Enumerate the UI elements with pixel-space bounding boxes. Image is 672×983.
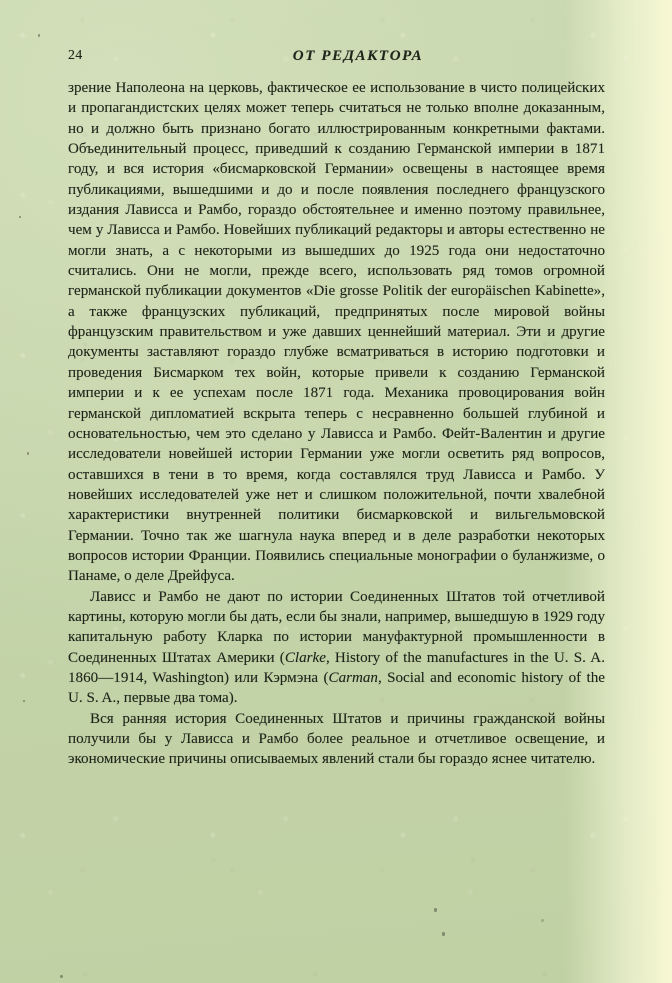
scan-speck bbox=[60, 975, 63, 978]
scan-speck bbox=[541, 919, 544, 922]
text-run: », а также французских публикаций, предпринятых после мировой войны французским правительством и уже давших ценнейший материал. Эти и другие документы заставляют гораздо глубже всматриваться в историю подготовки и проведения Бисмарком тех войн, которые привели к созданию Германской империи и к ее успехам после 1871 года. Механика провоцирования войн германской дипломатией вскрыта теперь с несравненно большей глубиной и основательностью, чем это сделано у Лависса и Рамбо. Фейт-Валентин и другие исследователи новейшей истории Германии уже могли осветить ряд вопросов, оставшихся в тени в то время, когда составлялся труд Лависса и Рамбо. У новейших исследователей уже нет и слишком положительной, почти хвалебной характеристики внутренней политики бисмарковской и вильгельмовской Германии. Точно так же шагнула наука вперед и в деле разработки некоторых вопросов истории Франции. Появились специальные монографии о буланжизме, о Панаме, о деле Дрейфуса. bbox=[68, 283, 605, 585]
text-run: Лависс и Рамбо не дают по истории Соединенных Штатов той отчетливой картины, которую могли бы дать, если бы знали, например, вышедшую в 1929 году капитальную работу Кларка по истории мануфактурной промышленности в Соединенных Штатах Америки ( bbox=[68, 588, 605, 666]
scan-speck bbox=[19, 216, 21, 218]
running-head-title: ОТ РЕДАКТОРА bbox=[292, 48, 424, 64]
text-run: Die grosse Politik der europäischen Kabinette bbox=[313, 283, 594, 300]
scan-speck bbox=[23, 700, 25, 702]
text-run: , History of the manufactures in the U. S. A. 1860—1914, Washington) или Кэрмэна ( bbox=[68, 649, 605, 686]
scan-speck bbox=[38, 34, 40, 37]
running-head bbox=[68, 48, 604, 68]
scan-speck bbox=[442, 932, 445, 936]
scan-speck bbox=[27, 452, 29, 455]
text-run: , Social and economic history of the U. S. A., первые два тома). bbox=[68, 669, 605, 707]
text-run: зрение Наполеона на церковь, фактическое ее использование в чисто полицейских и пропагандистских целях может теперь считаться не только вполне доказанным, но и должно быть признано богато иллюстрированным конкретными фактами. Объединительный процесс, приведший к созданию Германской империи в 1871 году, и вся история «бисмарковской Германии» освещены в настоящее время публикациями, вышедшими и до и после появления последнего французского издания Лависса и Рамбо, гораздо обстоятельнее и именно поэтому правильнее, чем у Лависса и Рамбо. Новейших публикаций редакторы и авторы естественно не могли знать, а с некоторыми из вышедших до 1925 года они недостаточно считались. Они не могли, прежде всего, использовать ряд томов огромной германской публикации документов « bbox=[68, 80, 605, 300]
scan-speck bbox=[434, 908, 437, 912]
italic-text-run: Clarke bbox=[284, 649, 326, 666]
text-run: Вся ранняя история Соединенных Штатов и причины гражданской войны получили бы у Лависса и Рамбо более реальное и отчетливое освещение, и экономические причины описываемых явлений стали бы гораздо яснее читателю. bbox=[68, 710, 605, 768]
paragraph bbox=[68, 709, 605, 770]
page-number: 24 bbox=[68, 48, 83, 63]
italic-text-run: Carman bbox=[328, 669, 378, 686]
paragraph bbox=[68, 587, 605, 709]
body-text-block bbox=[68, 78, 605, 770]
paragraph bbox=[68, 78, 605, 587]
